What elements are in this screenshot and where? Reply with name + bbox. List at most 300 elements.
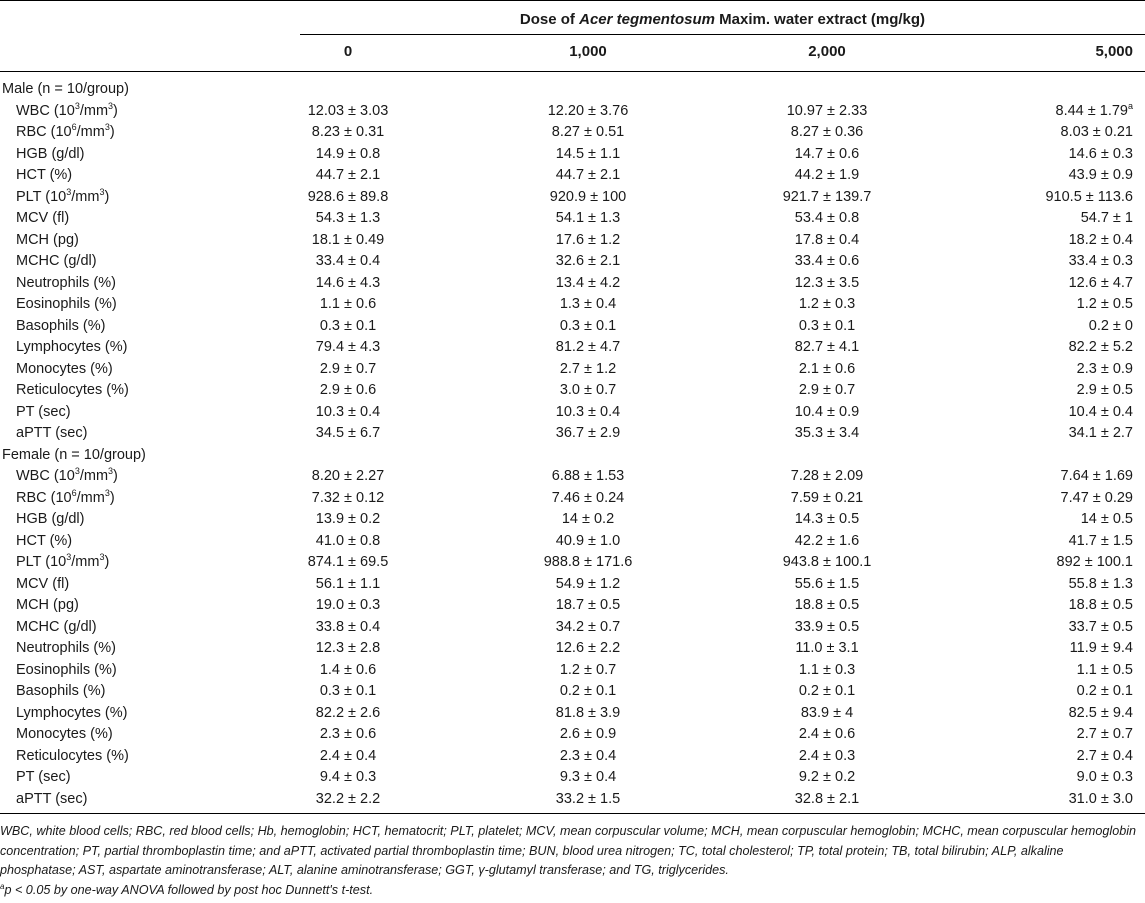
row-label-text: Monocytes (%): [16, 360, 113, 377]
value-text: 10.4 ± 0.4: [1068, 403, 1133, 420]
row-label: [16, 552, 109, 574]
row-label-text: aPTT (sec): [16, 425, 88, 441]
unit-superscript: 3: [108, 466, 114, 477]
value-text: 42.2 ± 1.6: [794, 532, 860, 549]
value-cell: [945, 101, 1145, 123]
value-text: 32.6 ± 2.1: [555, 253, 621, 269]
value-cell: [727, 617, 927, 639]
row-label-text: Lymphocytes (%): [16, 704, 128, 721]
value-cell: [488, 423, 688, 445]
row-label-text: ): [104, 188, 110, 205]
table-row: [0, 638, 1145, 660]
value-text: 82.5 ± 9.4: [1068, 704, 1133, 721]
value-text: 8.23 ± 0.31: [311, 124, 385, 140]
row-label-text: RBC (10: [16, 124, 72, 140]
value-text: 12.6 ± 2.2: [555, 640, 621, 656]
value-cell: [727, 187, 927, 209]
value-cell: [727, 165, 927, 187]
value-cell: [945, 724, 1145, 746]
value-cell: [248, 617, 448, 639]
value-text: 14.5 ± 1.1: [555, 145, 621, 162]
value-text: 7.64 ± 1.69: [1060, 468, 1133, 484]
section-title: Male (n = 10/group): [2, 81, 129, 97]
table-row: [0, 359, 1145, 381]
value-text: 33.9 ± 0.5: [794, 618, 860, 635]
value-text: 2.3 ± 0.9: [1076, 360, 1133, 377]
value-text: 17.6 ± 1.2: [555, 231, 621, 248]
value-text: 14.6 ± 0.3: [1068, 145, 1133, 162]
row-label-text: PT (sec): [16, 403, 71, 420]
value-cell: [945, 552, 1145, 574]
value-cell: [727, 466, 927, 488]
value-cell: [945, 316, 1145, 338]
row-label: [16, 595, 79, 617]
value-cell: [488, 208, 688, 230]
value-text: 10.97 ± 2.33: [786, 102, 868, 119]
row-label: [16, 617, 97, 639]
value-cell: [248, 101, 448, 123]
value-text: 17.8 ± 0.4: [794, 231, 860, 248]
table-row: [0, 165, 1145, 187]
value-text: 12.03 ± 3.03: [307, 102, 389, 119]
value-text: 12.6 ± 4.7: [1068, 274, 1133, 291]
value-text: 2.9 ± 0.6: [319, 382, 377, 398]
value-cell: [248, 595, 448, 617]
value-cell: [488, 488, 688, 510]
column-header-0: 0: [343, 43, 353, 60]
value-cell: [945, 359, 1145, 381]
value-text: 12.3 ± 2.8: [315, 640, 381, 656]
value-cell: [248, 165, 448, 187]
unit-superscript: 3: [66, 186, 72, 197]
value-cell: [488, 638, 688, 660]
table-row: [0, 423, 1145, 445]
value-text: 1.2 ± 0.3: [798, 296, 856, 312]
value-text: 44.7 ± 2.1: [315, 167, 381, 183]
table-row: [0, 509, 1145, 531]
row-label-text: PLT (10: [16, 554, 67, 570]
value-text: 81.8 ± 3.9: [555, 704, 621, 721]
value-text: 12.20 ± 3.76: [547, 102, 629, 119]
value-cell: [727, 746, 927, 768]
value-text: 33.7 ± 0.5: [1068, 618, 1133, 635]
row-label-text: Eosinophils (%): [16, 661, 117, 678]
significance-text: p < 0.05 by one-way ANOVA followed by post hoc Dunnett's t-test.: [4, 882, 374, 897]
value-text: 36.7 ± 2.9: [555, 425, 621, 441]
row-label-text: Monocytes (%): [16, 726, 113, 742]
value-cell: [248, 337, 448, 359]
value-text: 1.1 ± 0.3: [798, 661, 856, 678]
value-cell: [488, 122, 688, 144]
value-text: 41.0 ± 0.8: [315, 532, 381, 549]
row-label: [16, 359, 113, 381]
table-row: [0, 531, 1145, 553]
value-cell: [727, 251, 927, 273]
value-text: 2.4 ± 0.3: [798, 747, 856, 764]
value-text: 8.03 ± 0.21: [1060, 124, 1133, 140]
value-text: 18.7 ± 0.5: [555, 597, 621, 613]
value-text: 34.5 ± 6.7: [315, 425, 381, 441]
value-cell: [727, 316, 927, 338]
value-text: 9.3 ± 0.4: [559, 769, 617, 785]
value-text: 2.7 ± 0.4: [1076, 747, 1133, 764]
value-text: 14.9 ± 0.8: [315, 145, 381, 162]
section-header-row: [0, 445, 1145, 467]
value-text: 9.4 ± 0.3: [319, 769, 377, 785]
row-label: [16, 466, 118, 488]
value-cell: [945, 402, 1145, 424]
value-text: 1.1 ± 0.5: [1076, 661, 1133, 678]
row-label-text: PT (sec): [16, 769, 71, 785]
value-cell: [945, 660, 1145, 682]
row-label-text: HGB (g/dl): [16, 145, 85, 162]
unit-superscript: 3: [74, 100, 80, 111]
value-cell: [488, 660, 688, 682]
table-row: [0, 337, 1145, 359]
row-label: [16, 660, 117, 682]
column-header-5000: 5,000: [1095, 43, 1133, 60]
dose-header: [300, 10, 1145, 30]
row-label: [16, 230, 79, 252]
value-cell: [248, 638, 448, 660]
value-text: 54.1 ± 1.3: [555, 210, 621, 226]
value-cell: [488, 466, 688, 488]
dose-header-rule: [300, 34, 1145, 35]
column-header-2000: 2,000: [808, 43, 846, 60]
value-text: 0.2 ± 0: [1088, 317, 1133, 334]
value-text: 34.2 ± 0.7: [555, 618, 621, 635]
row-label-text: ): [104, 554, 110, 570]
row-label: [16, 187, 109, 209]
unit-superscript: 3: [66, 552, 72, 563]
value-text: 18.2 ± 0.4: [1068, 231, 1133, 248]
value-cell: [248, 488, 448, 510]
value-text: 43.9 ± 0.9: [1068, 167, 1133, 183]
value-text: 55.8 ± 1.3: [1068, 575, 1133, 592]
value-text: 53.4 ± 0.8: [794, 210, 860, 226]
row-label-text: Eosinophils (%): [16, 296, 117, 312]
value-text: 32.8 ± 2.1: [794, 790, 860, 807]
row-label-text: Lymphocytes (%): [16, 339, 128, 355]
value-cell: [945, 638, 1145, 660]
value-text: 10.3 ± 0.4: [315, 403, 381, 420]
row-label: [16, 509, 85, 531]
value-cell: [727, 101, 927, 123]
value-cell: [727, 144, 927, 166]
value-text: 2.4 ± 0.6: [798, 726, 856, 742]
value-cell: [945, 251, 1145, 273]
value-cell: [248, 122, 448, 144]
row-label-text: HCT (%): [16, 532, 73, 549]
abbreviations-note: WBC, white blood cells; RBC, red blood cells; Hb, hemoglobin; HCT, hematocrit; PLT, platelet; MCV, mean corpuscular volume; MCH, mean corpuscular hemoglobin; MCHC, mean corpuscular hemoglobin concentration; PT, partial thromboplastin time; and aPTT, activated partial thromboplastin time; BUN, blood urea nitrogen; TC, total cholesterol; TP, total protein; TB, total bilirubin; ALP, alkaline phosphatase; AST, aspartate aminotransferase; ALT, alanine aminotransferase; GGT, γ-glutamyl transferase; and TG, triglycerides.: [0, 824, 1137, 877]
value-text: 0.2 ± 0.1: [1076, 683, 1133, 699]
value-cell: [248, 703, 448, 725]
table-row: [0, 681, 1145, 703]
row-label-text: ): [109, 489, 115, 506]
value-cell: [945, 208, 1145, 230]
table-row: [0, 703, 1145, 725]
value-cell: [248, 359, 448, 381]
row-label: [16, 638, 116, 660]
row-label: [16, 273, 116, 295]
unit-superscript: 3: [74, 466, 80, 477]
value-text: 9.2 ± 0.2: [798, 769, 856, 785]
row-label: [16, 251, 97, 273]
value-cell: [727, 402, 927, 424]
value-cell: [248, 294, 448, 316]
value-text: 1.4 ± 0.6: [319, 661, 377, 678]
value-text: 0.3 ± 0.1: [319, 317, 377, 334]
value-cell: [488, 531, 688, 553]
row-label: [16, 144, 85, 166]
row-label: [16, 703, 127, 725]
table-row: [0, 230, 1145, 252]
row-label-text: HCT (%): [16, 167, 73, 183]
value-cell: [727, 681, 927, 703]
table-row: [0, 466, 1145, 488]
row-label-text: /mm: [71, 188, 100, 205]
value-cell: [727, 122, 927, 144]
value-text: 1.2 ± 0.5: [1076, 296, 1133, 312]
value-cell: [727, 230, 927, 252]
value-text: 9.0 ± 0.3: [1076, 769, 1133, 785]
value-cell: [248, 187, 448, 209]
row-label: [16, 789, 87, 811]
value-cell: [945, 337, 1145, 359]
value-text: 54.9 ± 1.2: [555, 575, 621, 592]
value-text: 874.1 ± 69.5: [307, 554, 389, 570]
value-cell: [248, 273, 448, 295]
row-label-text: ): [113, 102, 118, 119]
section-header-row: [0, 79, 1145, 101]
value-text: 920.9 ± 100: [549, 188, 627, 205]
value-cell: [488, 595, 688, 617]
row-label-text: MCHC (g/dl): [16, 618, 97, 635]
value-text: 1.1 ± 0.6: [319, 296, 377, 312]
value-cell: [945, 187, 1145, 209]
table-row: [0, 617, 1145, 639]
table-row: [0, 660, 1145, 682]
value-cell: [248, 144, 448, 166]
value-cell: [727, 423, 927, 445]
value-text: 33.4 ± 0.6: [794, 253, 860, 269]
value-cell: [488, 746, 688, 768]
row-label: [16, 208, 69, 230]
value-text: 33.4 ± 0.4: [315, 253, 381, 269]
row-label-text: /mm: [76, 124, 105, 140]
significance-mark: a: [0, 881, 5, 891]
value-text: 13.4 ± 4.2: [555, 274, 621, 291]
value-cell: [488, 316, 688, 338]
value-text: 7.32 ± 0.12: [311, 489, 385, 506]
unit-superscript: 3: [108, 100, 114, 111]
value-text: 921.7 ± 139.7: [782, 188, 872, 205]
row-label: [16, 681, 105, 703]
value-cell: [488, 681, 688, 703]
value-cell: [248, 681, 448, 703]
value-text: 12.3 ± 3.5: [794, 274, 860, 291]
row-label-text: Basophils (%): [16, 317, 106, 334]
value-text: 82.2 ± 5.2: [1068, 339, 1133, 355]
value-cell: [727, 767, 927, 789]
table-row: [0, 294, 1145, 316]
value-text: 44.2 ± 1.9: [794, 167, 860, 183]
dose-header-suffix: Maxim. water extract (mg/kg): [714, 11, 926, 28]
value-text: 18.8 ± 0.5: [1068, 597, 1133, 613]
value-text: 81.2 ± 4.7: [555, 339, 621, 355]
value-text: 54.3 ± 1.3: [315, 210, 381, 226]
table-bottom-rule: [0, 813, 1145, 814]
value-text: 54.7 ± 1: [1080, 210, 1133, 226]
table-row: [0, 208, 1145, 230]
value-text: 8.44 ± 1.79: [1055, 102, 1128, 119]
value-text: 82.7 ± 4.1: [794, 339, 860, 355]
footnotes: [0, 822, 1140, 900]
value-cell: [248, 316, 448, 338]
value-text: 2.9 ± 0.7: [798, 382, 856, 398]
value-cell: [488, 359, 688, 381]
value-cell: [727, 208, 927, 230]
value-cell: [727, 574, 927, 596]
value-cell: [248, 230, 448, 252]
row-label-text: MCV (fl): [16, 210, 70, 226]
row-label-text: aPTT (sec): [16, 790, 88, 807]
table-row: [0, 724, 1145, 746]
value-text: 8.27 ± 0.36: [790, 124, 864, 140]
value-cell: [727, 789, 927, 811]
value-text: 13.9 ± 0.2: [315, 511, 381, 527]
value-text: 910.5 ± 113.6: [1045, 188, 1133, 205]
value-text: 31.0 ± 3.0: [1068, 790, 1133, 807]
value-text: 18.1 ± 0.49: [311, 231, 385, 248]
row-label: [16, 337, 127, 359]
table-row: [0, 316, 1145, 338]
value-cell: [488, 101, 688, 123]
value-cell: [945, 122, 1145, 144]
value-text: 14.7 ± 0.6: [794, 145, 860, 162]
table-row: [0, 767, 1145, 789]
value-text: 2.3 ± 0.4: [559, 747, 617, 764]
table-row: [0, 574, 1145, 596]
value-text: 988.8 ± 171.6: [543, 554, 633, 570]
value-cell: [248, 746, 448, 768]
row-label: [16, 423, 87, 445]
row-label: [16, 746, 129, 768]
table-row: [0, 789, 1145, 811]
value-text: 2.9 ± 0.5: [1076, 382, 1133, 398]
row-label: [16, 574, 69, 596]
value-text: 0.2 ± 0.1: [559, 683, 617, 699]
value-text: 3.0 ± 0.7: [559, 382, 617, 398]
row-label: [16, 724, 113, 746]
value-cell: [945, 531, 1145, 553]
significance-superscript: a: [1127, 100, 1133, 111]
table-row: [0, 402, 1145, 424]
value-cell: [945, 767, 1145, 789]
column-header-1000: 1,000: [569, 43, 607, 60]
value-cell: [248, 423, 448, 445]
value-text: 2.6 ± 0.9: [559, 726, 617, 742]
row-label-text: PLT (10: [16, 188, 67, 205]
value-text: 1.2 ± 0.7: [559, 661, 617, 678]
value-cell: [945, 423, 1145, 445]
dose-header-species: Acer tegmentosum: [579, 11, 715, 28]
row-label-text: MCH (pg): [16, 231, 79, 248]
row-label-text: /mm: [79, 468, 109, 484]
value-cell: [248, 466, 448, 488]
value-cell: [945, 681, 1145, 703]
table-top-rule: [0, 0, 1145, 1]
value-cell: [248, 574, 448, 596]
row-label-text: WBC (10: [16, 102, 75, 119]
value-cell: [945, 595, 1145, 617]
value-cell: [488, 187, 688, 209]
row-label-text: /mm: [76, 489, 105, 506]
value-cell: [945, 294, 1145, 316]
value-text: 2.4 ± 0.4: [319, 747, 377, 764]
value-cell: [248, 251, 448, 273]
unit-superscript: 3: [104, 122, 110, 133]
value-cell: [727, 703, 927, 725]
value-cell: [488, 402, 688, 424]
value-text: 10.4 ± 0.9: [794, 403, 860, 420]
value-text: 44.7 ± 2.1: [555, 167, 621, 183]
value-cell: [945, 509, 1145, 531]
value-cell: [248, 531, 448, 553]
value-text: 7.28 ± 2.09: [790, 468, 864, 484]
value-text: 7.47 ± 0.29: [1060, 489, 1133, 506]
row-label-text: Basophils (%): [16, 683, 106, 699]
value-cell: [727, 488, 927, 510]
value-cell: [945, 703, 1145, 725]
section-title: Female (n = 10/group): [2, 446, 146, 463]
table-row: [0, 187, 1145, 209]
value-cell: [488, 703, 688, 725]
value-text: 11.9 ± 9.4: [1069, 640, 1133, 656]
value-text: 8.27 ± 0.51: [551, 124, 625, 140]
value-text: 7.46 ± 0.24: [551, 489, 625, 506]
value-cell: [248, 552, 448, 574]
value-cell: [248, 380, 448, 402]
table-row: [0, 144, 1145, 166]
table-row: [0, 746, 1145, 768]
value-cell: [945, 144, 1145, 166]
table-row: [0, 552, 1145, 574]
value-cell: [248, 789, 448, 811]
value-text: 892 ± 100.1: [1056, 554, 1133, 570]
row-label-text: MCHC (g/dl): [16, 253, 97, 269]
value-cell: [488, 574, 688, 596]
unit-superscript: 6: [71, 487, 77, 498]
value-cell: [488, 767, 688, 789]
row-label: [16, 165, 72, 187]
value-cell: [488, 251, 688, 273]
value-text: 10.3 ± 0.4: [555, 403, 621, 420]
value-cell: [488, 509, 688, 531]
row-label: [16, 101, 118, 123]
value-cell: [488, 165, 688, 187]
row-label-text: MCV (fl): [16, 575, 70, 592]
value-cell: [727, 294, 927, 316]
value-text: 2.7 ± 0.7: [1076, 726, 1133, 742]
value-cell: [945, 617, 1145, 639]
value-cell: [727, 359, 927, 381]
value-cell: [488, 273, 688, 295]
row-label-text: Reticulocytes (%): [16, 747, 129, 764]
row-label: [16, 767, 71, 789]
value-text: 83.9 ± 4: [800, 704, 854, 721]
table-row: [0, 595, 1145, 617]
